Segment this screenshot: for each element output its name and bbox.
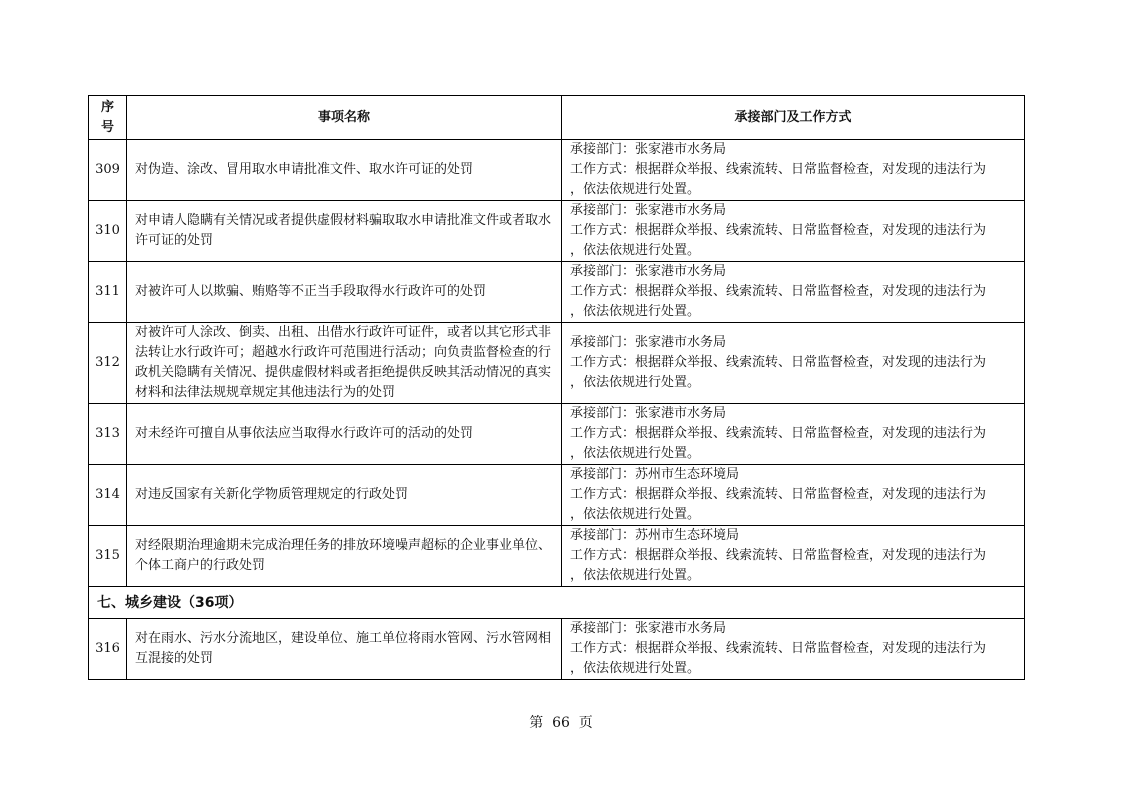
table-row (89, 465, 1025, 526)
matter-name: 对伪造、涂改、冒用取水申请批准文件、取水许可证的处罚 (127, 140, 562, 201)
work-method: 工作方式：根据群众举报、线索流转、日常监督检查，对发现的违法行为 (570, 284, 987, 299)
header-serial-no: 序 号 (89, 96, 127, 140)
table-row (89, 619, 1025, 680)
serial-no: 312 (89, 323, 127, 404)
undertaking-dept: 承接部门：张家港市水务局 (570, 621, 727, 636)
work-method: 工作方式：根据群众举报、线索流转、日常监督检查，对发现的违法行为 (570, 355, 987, 370)
section-row (89, 587, 1025, 619)
serial-no: 315 (89, 526, 127, 587)
matter-name: 对申请人隐瞒有关情况或者提供虚假材料骗取取水申请批准文件或者取水许可证的处罚 (127, 201, 562, 262)
dept-method-cell (562, 140, 1025, 201)
dept-method-cell (562, 619, 1025, 680)
dept-method-cell (562, 465, 1025, 526)
matter-name: 对违反国家有关新化学物质管理规定的行政处罚 (127, 465, 562, 526)
undertaking-dept: 承接部门：张家港市水务局 (570, 203, 727, 218)
matters-table (88, 95, 1025, 680)
table-header-row (89, 96, 1025, 140)
dept-method-cell (562, 201, 1025, 262)
matter-name: 对经限期治理逾期未完成治理任务的排放环境噪声超标的企业事业单位、个体工商户的行政处罚 (127, 526, 562, 587)
table-row (89, 262, 1025, 323)
page-number: 第 66 页 (529, 715, 593, 731)
work-method: 工作方式：根据群众举报、线索流转、日常监督检查，对发现的违法行为 (570, 487, 987, 502)
matter-name: 对被许可人以欺骗、贿赂等不正当手段取得水行政许可的处罚 (127, 262, 562, 323)
undertaking-dept: 承接部门：张家港市水务局 (570, 406, 727, 421)
work-method: 工作方式：根据群众举报、线索流转、日常监督检查，对发现的违法行为 (570, 548, 987, 563)
serial-no: 311 (89, 262, 127, 323)
dept-method-cell (562, 323, 1025, 404)
dept-method-cell (562, 262, 1025, 323)
work-method-continued: ，依法依规进行处置。 (570, 243, 701, 258)
matter-name: 对在雨水、污水分流地区，建设单位、施工单位将雨水管网、污水管网相互混接的处罚 (127, 619, 562, 680)
work-method-continued: ，依法依规进行处置。 (570, 182, 701, 197)
serial-no: 309 (89, 140, 127, 201)
matter-name: 对未经许可擅自从事依法应当取得水行政许可的活动的处罚 (127, 404, 562, 465)
undertaking-dept: 承接部门：张家港市水务局 (570, 335, 727, 350)
work-method: 工作方式：根据群众举报、线索流转、日常监督检查，对发现的违法行为 (570, 162, 987, 177)
matter-name: 对被许可人涂改、倒卖、出租、出借水行政许可证件，或者以其它形式非法转让水行政许可；超越水行政许可范围进行活动；向负责监督检查的行政机关隐瞒有关情况、提供虚假材料或者拒绝提供反映其活动情况的真实材料和法律法规规章规定其他违法行为的处罚 (127, 323, 562, 404)
undertaking-dept: 承接部门：张家港市水务局 (570, 264, 727, 279)
serial-no: 310 (89, 201, 127, 262)
undertaking-dept: 承接部门：张家港市水务局 (570, 142, 727, 157)
dept-method-cell (562, 404, 1025, 465)
section-heading: 七、城乡建设（36项） (89, 587, 1025, 619)
table-row (89, 526, 1025, 587)
serial-no: 316 (89, 619, 127, 680)
table-row (89, 201, 1025, 262)
header-matter-name: 事项名称 (127, 96, 562, 140)
work-method-continued: ，依法依规进行处置。 (570, 507, 701, 522)
table-row (89, 140, 1025, 201)
header-dept-method: 承接部门及工作方式 (562, 96, 1025, 140)
serial-no: 313 (89, 404, 127, 465)
undertaking-dept: 承接部门：苏州市生态环境局 (570, 528, 740, 543)
work-method: 工作方式：根据群众举报、线索流转、日常监督检查，对发现的违法行为 (570, 641, 987, 656)
work-method-continued: ，依法依规进行处置。 (570, 446, 701, 461)
serial-no: 314 (89, 465, 127, 526)
table-row (89, 404, 1025, 465)
work-method-continued: ，依法依规进行处置。 (570, 304, 701, 319)
work-method-continued: ，依法依规进行处置。 (570, 661, 701, 676)
undertaking-dept: 承接部门：苏州市生态环境局 (570, 467, 740, 482)
work-method-continued: ，依法依规进行处置。 (570, 375, 701, 390)
dept-method-cell (562, 526, 1025, 587)
work-method-continued: ，依法依规进行处置。 (570, 568, 701, 583)
table-row (89, 323, 1025, 404)
work-method: 工作方式：根据群众举报、线索流转、日常监督检查，对发现的违法行为 (570, 426, 987, 441)
work-method: 工作方式：根据群众举报、线索流转、日常监督检查，对发现的违法行为 (570, 223, 987, 238)
